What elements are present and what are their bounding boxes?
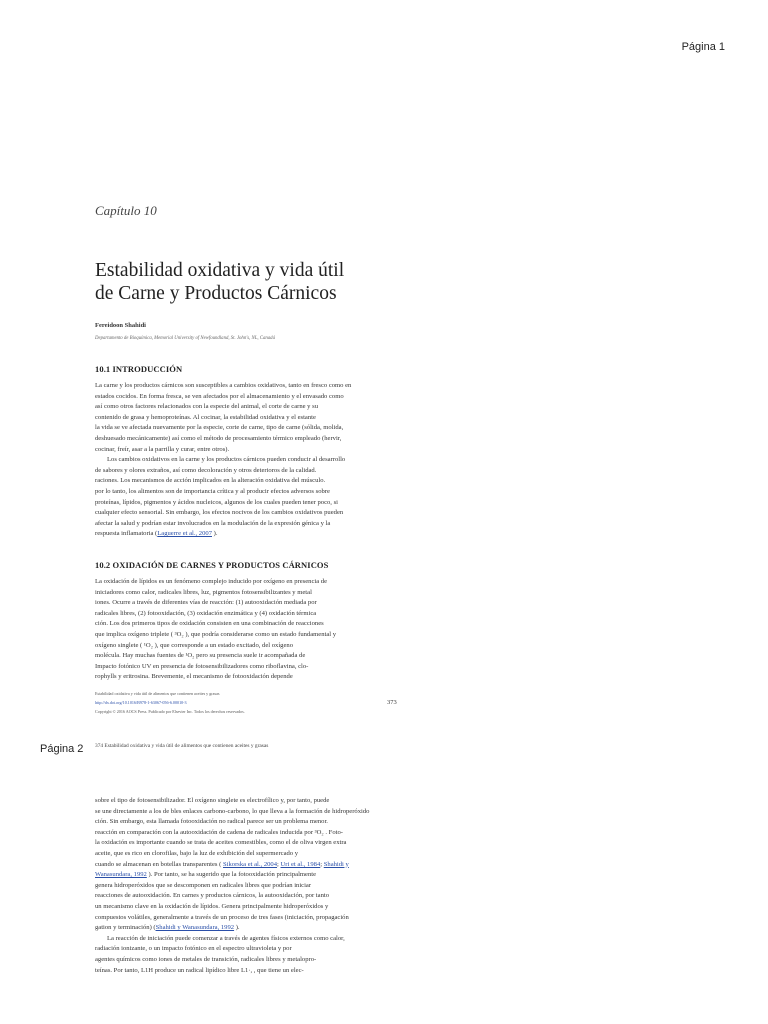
citation-link[interactable]: Sikorska et al., 2004: [222, 860, 278, 868]
text-line: la oxidación es importante cuando se trata de aceites comestibles, como el de oliva virgen extra: [95, 839, 347, 847]
text-line: aceite, que es rico en clorofilas, bajo la luz de exhibición del supermercado y: [95, 849, 299, 857]
text-line: la vida se ve afectada nuevamente por la especie, corte de carne, tipo de carne (sólida, molida,: [95, 424, 344, 432]
text-line: que implica oxígeno triplete ( ³O₂ ), que podría considerarse como un estado fundamental y: [95, 630, 337, 638]
chapter-title: [95, 259, 344, 305]
text-line: oxígeno singlete ( ¹O₂ ), que corresponde a un estado excitado, del oxígeno: [95, 641, 293, 649]
citation-link[interactable]: Shahidi y Wanasundara, 1992: [155, 924, 235, 932]
text-line: agentes químicos como iones de metales de transición, radicales libres y metaloprо-: [95, 955, 317, 963]
text-line: rophylls y eritrosina. Brevemente, el mecanismo de fotooxidación depende: [95, 673, 293, 681]
text-line: afectar la salud y podrían estar involucrados en la modulación de la expresión génica y la: [95, 519, 331, 527]
text-line: ción. Sin embargo, esta llamada fotooxidación no radical parece ser un problema menor.: [95, 818, 328, 826]
page-number: 373: [387, 699, 397, 706]
text-line: iones. Ocurre a través de diferentes vías de reacción: (1) autooxidación mediada por: [95, 599, 317, 607]
text-line: compuestos volátiles, generalmente a través de un proceso de tres fases (iniciación, propagación: [95, 913, 349, 921]
citation-link[interactable]: Wanasundara, 1992: [95, 871, 147, 879]
text-line: se une directamente a los de bles enlaces carbono-carbono, lo que lleva a la formación de hidroperóxido: [95, 807, 370, 815]
text-line: contenido de grasa y hemoproteínas. Al cocinar, la estabilidad oxidativa y el estante: [95, 413, 316, 421]
oxidation-body: [95, 577, 400, 683]
text-line: radicales libres, (2) fotooxidación, (3) oxidación enzimática y (4) oxidación térmica: [95, 609, 317, 617]
text-line: cualquier efecto sensorial. Sin embargo, los efectos nocivos de los cambios oxidativos pueden: [95, 509, 344, 517]
section-heading-oxidation: 10.2 OXIDACIÓN DE CARNES Y PRODUCTOS CÁRNICOS: [95, 560, 329, 570]
text-line: La reacción de iniciación puede comenzar a través de agentes físicos externos como calor,: [107, 934, 345, 942]
text-line: así como otros factores relacionados con la especie del animal, el corte de carne y su: [95, 403, 318, 411]
text-line: sobre el tipo de fotosensibilizador. El oxígeno singlete es electrofílico y, por tanto, puede: [95, 797, 330, 804]
text-line: molécula. Hay muchas fuentes de ¹O₂ pero su presencia suele ir acompañada de: [95, 652, 306, 660]
text-line-with-citation: gation y terminación) (Shahidi y Wanasundara, 1992 ).: [95, 924, 240, 932]
text-line: proteínas, lípidos, pigmentos y ácidos nucleicos, algunos de los cuales pueden tener poco, si: [95, 498, 338, 506]
text-line: ción. Los dos primeros tipos de oxidación consisten en una combinación de reacciones: [95, 620, 324, 628]
text-line: teínas. Por tanto, L1H produce un radical lipídico libre L1·, , que tiene un elec-: [95, 966, 304, 974]
footer-copyright: Copyright © 2016 AOCS Press. Publicado por Elsevier Inc. Todos los derechos reservados.: [95, 709, 245, 714]
text-line-with-citation: respuesta inflamatoria (Laguerre et al., 2007 ).: [95, 530, 218, 538]
text-line: cocinar, freír, asar a la parrilla y curar, entre otros).: [95, 445, 230, 453]
text-line: un mecanismo clave en la oxidación de lípidos. Genera principalmente hidroperóxidos y: [95, 902, 329, 910]
text-line: La oxidación de lípidos es un fenómeno complejo inducido por oxígeno en presencia de: [95, 578, 327, 585]
page-1-label: Página 1: [681, 41, 725, 53]
author-affiliation: Departamento de Bioquímica, Memorial University of Newfoundland, St. John's, NL, Canadá: [95, 336, 275, 341]
chapter-title-line-2: de Carne y Productos Cárnicos: [95, 283, 337, 304]
text-line-with-citation: cuando se almacenan en botellas transparentes ( Sikorska et al., 2004; Uri et al., 1984; Shahidi y: [95, 860, 349, 868]
text-line: de sabores y olores extraños, así como decoloración y otros deterioros de la calidad.: [95, 466, 317, 474]
text-line: reacciones de autooxidación. En carnes y productos cárnicos, la autooxidación, por tanto: [95, 892, 329, 900]
text-line: genera hidroperóxidos que se descomponen en radicales libres que podrían iniciar: [95, 881, 312, 889]
text-line: iniciadores como calor, radicales libres, luz, pigmentos fotosensibilizantes y metal: [95, 588, 312, 596]
page-2-body: [95, 796, 400, 976]
citation-link[interactable]: Shahidi y: [323, 860, 349, 868]
footer-doi-link[interactable]: http://dx.doi.org/10.1016/B978-1-63067-056-6.00010-3: [95, 700, 187, 705]
text-line: reacción en comparación con la autooxidación de cadena de radicales inducida por ³O₂ . Foto-: [95, 828, 343, 836]
text-line-with-citation: Wanasundara, 1992 ). Por tanto, se ha sugerido que la fotooxidación principalmente: [95, 871, 317, 879]
citation-link[interactable]: Laguerre et al., 2007: [157, 530, 212, 538]
author-name: Fereidoon Shahidi: [95, 322, 146, 329]
text-line: deshuesado mecánicamente) así como el método de procesamiento térmico empleado (hervir,: [95, 434, 342, 442]
running-header: 374 Estabilidad oxidativa y vida útil de alimentos que contienen aceites y grasas: [95, 743, 269, 749]
citation-link[interactable]: Uri et al., 1984: [280, 860, 321, 868]
text-line: estados cocidos. En forma fresca, se ven afectados por el almacenamiento y el envasado como: [95, 392, 344, 400]
page-2-label: Página 2: [40, 743, 84, 755]
page-footer: [95, 689, 245, 716]
text-line: Impacto fotónico UV en presencia de fotosensibilizadores como riboflavina, clo-: [95, 662, 309, 670]
text-line: raciones. Los mecanismos de acción implicados en la alteración oxidativa del músculo.: [95, 477, 326, 485]
text-line: La carne y los productos cárnicos son susceptibles a cambios oxidativos, tanto en fresco como en: [95, 382, 352, 389]
text-line: radiación ionizante, o un impacto fotónico en el espectro ultravioleta y por: [95, 945, 292, 953]
chapter-title-line-1: Estabilidad oxidativa y vida útil: [95, 260, 345, 281]
text-line: por lo tanto, los alimentos son de importancia crítica y al producir efectos adversos sobre: [95, 487, 330, 495]
footer-book-title: Estabilidad oxidativa y vida útil de alimentos que contienen aceites y grasas: [95, 691, 220, 696]
introduction-body: [95, 381, 400, 540]
chapter-label: Capítulo 10: [95, 203, 157, 218]
text-line: Los cambios oxidativos en la carne y los productos cárnicos pueden conducir al desarrollo: [107, 456, 346, 464]
section-heading-introduction: 10.1 INTRODUCCIÓN: [95, 364, 183, 374]
